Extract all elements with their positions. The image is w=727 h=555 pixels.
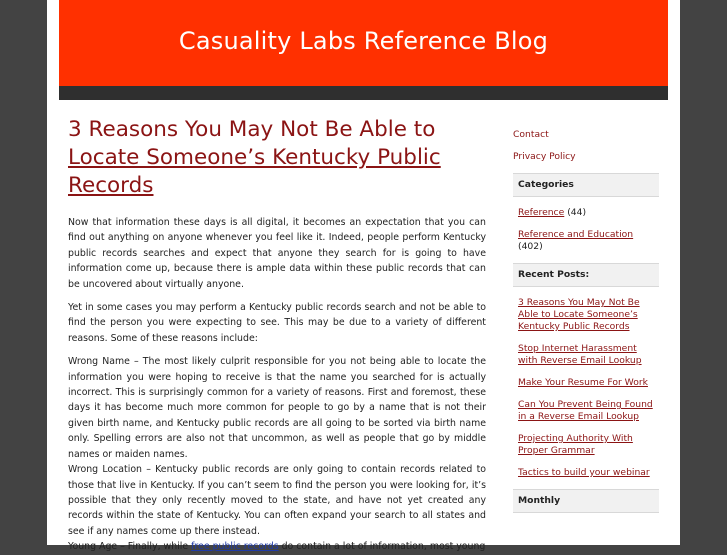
recent-posts-heading: Recent Posts:: [513, 263, 659, 287]
list-item: [518, 433, 659, 457]
category-item: [518, 229, 659, 253]
sidebar: [513, 129, 659, 523]
contact-link[interactable]: Contact: [513, 129, 549, 140]
text-segment: do contain a lot of information, most young: [278, 541, 486, 553]
category-count: (44): [567, 207, 587, 218]
post-title-link[interactable]: Locate Someone’s Kentucky Public Records: [68, 145, 441, 198]
recent-post-link[interactable]: Tactics to build your webinar: [518, 467, 650, 478]
recent-post-link[interactable]: Projecting Authority With Proper Grammar: [518, 433, 633, 456]
privacy-policy-link[interactable]: Privacy Policy: [513, 151, 576, 162]
category-link-reference-and-education[interactable]: Reference and Education: [518, 229, 634, 240]
site-header: [59, 0, 668, 86]
post-title-text: 3 Reasons You May Not Be Able to: [68, 117, 436, 142]
recent-post-link[interactable]: Make Your Resume For Work: [518, 377, 648, 388]
categories-heading: Categories: [513, 173, 659, 197]
list-item: [518, 399, 659, 423]
recent-posts-list: [513, 297, 659, 479]
list-item: [518, 297, 659, 333]
list-item: [518, 343, 659, 367]
recent-post-link[interactable]: Can You Prevent Being Found in a Reverse Email Lookup: [518, 399, 653, 422]
monthly-heading: Monthly: [513, 489, 659, 513]
category-item: [518, 207, 659, 219]
recent-post-link[interactable]: Stop Internet Harassment with Reverse Email Lookup: [518, 343, 642, 366]
post-paragraph: Wrong Location – Kentucky public records are only going to contain records related to those that live in Kentucky. If you can’t seem to find the person you were looking for, it’s possible that they only recently moved to the state, and have not yet created any records within the state of Kentucky. You can often expand your search to all states and see if any names come up there instead.: [68, 464, 486, 537]
recent-post-link[interactable]: 3 Reasons You May Not Be Able to Locate Someone’s Kentucky Public Records: [518, 297, 640, 332]
free-public-records-link[interactable]: free public records: [191, 541, 279, 553]
post-paragraph: Yet in some cases you may perform a Kentucky public records search and not be able to find the person you were expecting to see. This may be due to a variety of different reasons. Some of these reasons include:: [68, 302, 486, 344]
category-count: (402): [518, 241, 543, 252]
post-title: [68, 116, 486, 200]
header-divider-bar: [59, 86, 668, 100]
category-link-reference[interactable]: Reference: [518, 207, 565, 218]
main-content: [68, 116, 486, 555]
post-paragraph: Now that information these days is all digital, it becomes an expectation that you can find out anything on anyone whenever you feel like it. Indeed, people perform Kentucky public records searches and expect that anyone they search for is going to have information come up, because there is ample data within these public records that can be uncovered about virtually anyone.: [68, 217, 486, 290]
list-item: [518, 467, 659, 479]
post-paragraph: Wrong Name – The most likely culprit responsible for you not being able to locate the information you were hoping to receive is that the name you searched for is actually incorrect. This is surprisingly common for a variety of reasons. First and foremost, these days it has become much more common for people to go by a name that is not their given birth name, and Kentucky public records are all going to be sorted via birth name only. Spelling errors are also not that uncommon, as well as people that go by middle names or maiden names.: [68, 356, 486, 460]
post-paragraph-last: [68, 539, 486, 554]
site-title[interactable]: Casuality Labs Reference Blog: [178, 27, 549, 55]
text-segment: Young Age – Finally, while: [68, 541, 192, 553]
post-body: [68, 215, 486, 555]
list-item: [518, 377, 659, 389]
categories-list: [513, 207, 659, 253]
page-container: [47, 0, 680, 553]
